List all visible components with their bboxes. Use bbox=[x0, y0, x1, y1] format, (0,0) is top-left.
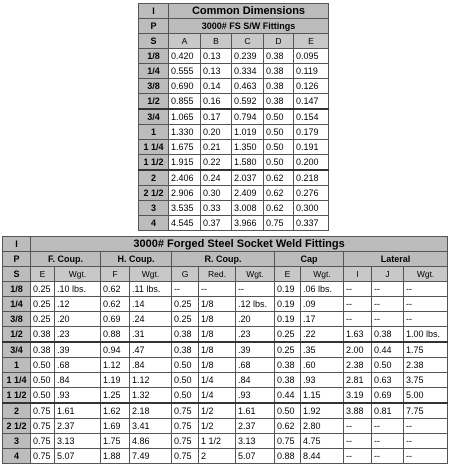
data-cell: 1.675 bbox=[169, 140, 201, 155]
column-header: Wgt. bbox=[301, 267, 344, 282]
data-cell: 0.420 bbox=[169, 49, 201, 64]
data-cell: .84 bbox=[236, 373, 275, 388]
ips-label: I bbox=[3, 237, 31, 252]
size-label: 1 1/4 bbox=[3, 373, 31, 388]
data-cell: 0.154 bbox=[294, 109, 329, 125]
size-label: 1 1/4 bbox=[139, 140, 169, 155]
data-cell: 0.75 bbox=[172, 434, 199, 449]
ips-label: I bbox=[139, 4, 169, 19]
data-cell: 1.12 bbox=[101, 358, 130, 373]
table-row bbox=[3, 373, 448, 388]
size-label: 3 bbox=[139, 201, 169, 216]
data-cell: 5.07 bbox=[236, 449, 275, 464]
data-cell: .10 lbs. bbox=[55, 282, 101, 297]
header-row bbox=[139, 34, 329, 49]
data-cell: .47 bbox=[130, 342, 172, 358]
data-cell: 0.25 bbox=[172, 312, 199, 327]
data-cell: 0.69 bbox=[372, 388, 404, 404]
data-cell: .14 bbox=[130, 297, 172, 312]
data-cell: 1.61 bbox=[55, 403, 101, 419]
data-cell: 0.16 bbox=[201, 94, 232, 110]
data-cell: 1/8 bbox=[199, 297, 236, 312]
table-row bbox=[3, 297, 448, 312]
column-header: E bbox=[275, 267, 301, 282]
header-row bbox=[139, 4, 329, 19]
data-cell: 2.037 bbox=[232, 170, 264, 186]
data-cell: 3.13 bbox=[236, 434, 275, 449]
data-cell: 0.38 bbox=[264, 64, 294, 79]
data-cell: .12 bbox=[55, 297, 101, 312]
data-cell: 5.07 bbox=[55, 449, 101, 464]
data-cell: -- bbox=[372, 282, 404, 297]
data-cell: 0.17 bbox=[201, 109, 232, 125]
data-cell: 0.25 bbox=[275, 342, 301, 358]
data-cell: -- bbox=[236, 282, 275, 297]
data-cell: 0.25 bbox=[31, 312, 55, 327]
data-cell: 7.49 bbox=[130, 449, 172, 464]
data-cell: 0.50 bbox=[172, 358, 199, 373]
data-cell: 0.44 bbox=[372, 342, 404, 358]
data-cell: 0.19 bbox=[275, 297, 301, 312]
table-row bbox=[139, 79, 329, 94]
table-row bbox=[3, 388, 448, 404]
data-cell: 1/8 bbox=[199, 327, 236, 343]
table-row bbox=[139, 186, 329, 201]
data-cell: -- bbox=[404, 449, 448, 464]
data-cell: 0.75 bbox=[172, 449, 199, 464]
column-header: A bbox=[169, 34, 201, 49]
table-title: 3000# Forged Steel Socket Weld Fittings bbox=[31, 237, 448, 252]
data-cell: .23 bbox=[236, 327, 275, 343]
table-row bbox=[3, 358, 448, 373]
data-cell: -- bbox=[372, 297, 404, 312]
data-cell: .23 bbox=[55, 327, 101, 343]
data-cell: 0.38 bbox=[264, 94, 294, 110]
data-cell: 1/2 bbox=[199, 403, 236, 419]
data-cell: 1.61 bbox=[236, 403, 275, 419]
table-row bbox=[139, 125, 329, 140]
data-cell: 0.50 bbox=[372, 358, 404, 373]
data-cell: 0.62 bbox=[101, 282, 130, 297]
data-cell: 0.337 bbox=[294, 216, 329, 231]
data-cell: 2.409 bbox=[232, 186, 264, 201]
data-cell: 0.25 bbox=[31, 297, 55, 312]
data-cell: 0.555 bbox=[169, 64, 201, 79]
data-cell: .11 lbs. bbox=[130, 282, 172, 297]
table-row bbox=[3, 434, 448, 449]
data-cell: 0.38 bbox=[264, 49, 294, 64]
data-cell: 0.592 bbox=[232, 94, 264, 110]
data-cell: 0.75 bbox=[172, 419, 199, 434]
data-cell: 1.32 bbox=[130, 388, 172, 404]
data-cell: 2.406 bbox=[169, 170, 201, 186]
data-cell: 0.794 bbox=[232, 109, 264, 125]
data-cell: .39 bbox=[236, 342, 275, 358]
data-cell: 0.239 bbox=[232, 49, 264, 64]
data-cell: .39 bbox=[55, 342, 101, 358]
column-header: Red. bbox=[199, 267, 236, 282]
data-cell: 0.191 bbox=[294, 140, 329, 155]
data-cell: -- bbox=[372, 449, 404, 464]
data-cell: .84 bbox=[130, 358, 172, 373]
data-cell: .17 bbox=[301, 312, 344, 327]
data-cell: 0.25 bbox=[275, 327, 301, 343]
table-subtitle: 3000# FS S/W Fittings bbox=[169, 19, 329, 34]
data-cell: 0.147 bbox=[294, 94, 329, 110]
data-cell: 0.855 bbox=[169, 94, 201, 110]
size-label: 1 bbox=[139, 125, 169, 140]
column-header: E bbox=[294, 34, 329, 49]
table-row bbox=[139, 216, 329, 231]
data-cell: 3.75 bbox=[404, 373, 448, 388]
data-cell: 1.88 bbox=[101, 449, 130, 464]
table-row bbox=[139, 64, 329, 79]
data-cell: 0.38 bbox=[31, 342, 55, 358]
ips-label: P bbox=[3, 252, 31, 267]
data-cell: 1.065 bbox=[169, 109, 201, 125]
size-label: 3/4 bbox=[3, 342, 31, 358]
table-row bbox=[3, 327, 448, 343]
size-label: 1/2 bbox=[139, 94, 169, 110]
column-header: I bbox=[344, 267, 372, 282]
data-cell: .31 bbox=[130, 327, 172, 343]
data-cell: 0.50 bbox=[31, 388, 55, 404]
data-cell: 8.44 bbox=[301, 449, 344, 464]
data-cell: 0.334 bbox=[232, 64, 264, 79]
socket-weld-fittings-table bbox=[2, 236, 448, 464]
table-row bbox=[3, 403, 448, 419]
data-cell: 3.535 bbox=[169, 201, 201, 216]
data-cell: -- bbox=[404, 282, 448, 297]
data-cell: 0.38 bbox=[172, 342, 199, 358]
header-row bbox=[3, 237, 448, 252]
data-cell: 1.019 bbox=[232, 125, 264, 140]
size-label: 1/4 bbox=[139, 64, 169, 79]
data-cell: -- bbox=[372, 312, 404, 327]
data-cell: 5.00 bbox=[404, 388, 448, 404]
data-cell: -- bbox=[404, 312, 448, 327]
data-cell: 0.19 bbox=[275, 282, 301, 297]
data-cell: .68 bbox=[55, 358, 101, 373]
data-cell: 1/8 bbox=[199, 358, 236, 373]
data-cell: 2.37 bbox=[55, 419, 101, 434]
data-cell: 0.44 bbox=[275, 388, 301, 404]
size-label: 1 bbox=[3, 358, 31, 373]
size-label: 3/8 bbox=[139, 79, 169, 94]
data-cell: .22 bbox=[301, 327, 344, 343]
data-cell: -- bbox=[344, 282, 372, 297]
common-dimensions-table bbox=[138, 3, 329, 231]
size-label: 3/4 bbox=[139, 109, 169, 125]
data-cell: 0.690 bbox=[169, 79, 201, 94]
data-cell: 2.81 bbox=[344, 373, 372, 388]
size-label: 3/8 bbox=[3, 312, 31, 327]
data-cell: 2 bbox=[199, 449, 236, 464]
data-cell: 2.38 bbox=[344, 358, 372, 373]
size-label: 4 bbox=[139, 216, 169, 231]
data-cell: 1/4 bbox=[199, 373, 236, 388]
column-header: B bbox=[201, 34, 232, 49]
column-header: D bbox=[264, 34, 294, 49]
data-cell: .93 bbox=[236, 388, 275, 404]
data-cell: 1.915 bbox=[169, 155, 201, 171]
data-cell: 1.63 bbox=[344, 327, 372, 343]
size-label: 1/8 bbox=[139, 49, 169, 64]
data-cell: -- bbox=[404, 297, 448, 312]
data-cell: .20 bbox=[55, 312, 101, 327]
data-cell: 0.88 bbox=[275, 449, 301, 464]
data-cell: -- bbox=[344, 434, 372, 449]
data-cell: 0.50 bbox=[264, 125, 294, 140]
data-cell: 0.13 bbox=[201, 49, 232, 64]
data-cell: 1.12 bbox=[130, 373, 172, 388]
group-header: H. Coup. bbox=[101, 252, 172, 267]
data-cell: 2.80 bbox=[301, 419, 344, 434]
group-header: F. Coup. bbox=[31, 252, 101, 267]
data-cell: .93 bbox=[55, 388, 101, 404]
data-cell: 0.62 bbox=[264, 170, 294, 186]
data-cell: 3.008 bbox=[232, 201, 264, 216]
data-cell: 2.37 bbox=[236, 419, 275, 434]
data-cell: .93 bbox=[301, 373, 344, 388]
data-cell: 0.38 bbox=[172, 327, 199, 343]
data-cell: 0.50 bbox=[264, 155, 294, 171]
data-cell: .20 bbox=[236, 312, 275, 327]
table-row bbox=[3, 419, 448, 434]
data-cell: 0.75 bbox=[31, 434, 55, 449]
column-header: Wgt. bbox=[130, 267, 172, 282]
table-row bbox=[139, 140, 329, 155]
data-cell: 3.88 bbox=[344, 403, 372, 419]
column-header: C bbox=[232, 34, 264, 49]
table-row bbox=[3, 449, 448, 464]
data-cell: .09 bbox=[301, 297, 344, 312]
data-cell: 0.75 bbox=[31, 419, 55, 434]
ips-label: S bbox=[139, 34, 169, 49]
data-cell: -- bbox=[344, 419, 372, 434]
data-cell: 1/2 bbox=[199, 419, 236, 434]
size-label: 1 1/2 bbox=[3, 388, 31, 404]
column-header: G bbox=[172, 267, 199, 282]
data-cell: .06 lbs. bbox=[301, 282, 344, 297]
data-cell: 1/8 bbox=[199, 312, 236, 327]
header-row bbox=[3, 252, 448, 267]
data-cell: 0.50 bbox=[264, 109, 294, 125]
data-cell: -- bbox=[344, 312, 372, 327]
data-cell: 1.00 lbs. bbox=[404, 327, 448, 343]
table-row bbox=[139, 49, 329, 64]
data-cell: 0.75 bbox=[31, 449, 55, 464]
data-cell: 1.69 bbox=[101, 419, 130, 434]
data-cell: .12 lbs. bbox=[236, 297, 275, 312]
header-row bbox=[3, 267, 448, 282]
table-row bbox=[3, 342, 448, 358]
data-cell: 0.179 bbox=[294, 125, 329, 140]
data-cell: 1/8 bbox=[199, 342, 236, 358]
data-cell: 0.62 bbox=[264, 201, 294, 216]
data-cell: 4.75 bbox=[301, 434, 344, 449]
data-cell: 0.25 bbox=[172, 297, 199, 312]
data-cell: 1.75 bbox=[404, 342, 448, 358]
data-cell: 0.62 bbox=[101, 297, 130, 312]
data-cell: 4.545 bbox=[169, 216, 201, 231]
table-row bbox=[139, 170, 329, 186]
data-cell: -- bbox=[344, 449, 372, 464]
data-cell: -- bbox=[404, 434, 448, 449]
data-cell: .68 bbox=[236, 358, 275, 373]
data-cell: 0.62 bbox=[264, 186, 294, 201]
data-cell: 0.463 bbox=[232, 79, 264, 94]
data-cell: 1.580 bbox=[232, 155, 264, 171]
ips-label: P bbox=[139, 19, 169, 34]
column-header: Wgt. bbox=[404, 267, 448, 282]
data-cell: 0.38 bbox=[31, 327, 55, 343]
data-cell: 1.62 bbox=[101, 403, 130, 419]
data-cell: 0.218 bbox=[294, 170, 329, 186]
data-cell: -- bbox=[404, 419, 448, 434]
data-cell: 0.119 bbox=[294, 64, 329, 79]
data-cell: 0.50 bbox=[31, 358, 55, 373]
data-cell: 1.350 bbox=[232, 140, 264, 155]
data-cell: 3.13 bbox=[55, 434, 101, 449]
table-row bbox=[139, 109, 329, 125]
size-label: 4 bbox=[3, 449, 31, 464]
data-cell: 0.50 bbox=[264, 140, 294, 155]
column-header: J bbox=[372, 267, 404, 282]
data-cell: 0.50 bbox=[275, 403, 301, 419]
data-cell: 2.00 bbox=[344, 342, 372, 358]
data-cell: -- bbox=[172, 282, 199, 297]
table-row bbox=[139, 155, 329, 171]
data-cell: 0.50 bbox=[31, 373, 55, 388]
size-label: 2 bbox=[139, 170, 169, 186]
data-cell: 0.62 bbox=[275, 419, 301, 434]
data-cell: 0.88 bbox=[101, 327, 130, 343]
data-cell: 0.095 bbox=[294, 49, 329, 64]
data-cell: 3.41 bbox=[130, 419, 172, 434]
data-cell: 0.75 bbox=[264, 216, 294, 231]
data-cell: 0.20 bbox=[201, 125, 232, 140]
size-label: 1/8 bbox=[3, 282, 31, 297]
data-cell: 1.25 bbox=[101, 388, 130, 404]
data-cell: 2.906 bbox=[169, 186, 201, 201]
data-cell: 0.38 bbox=[275, 358, 301, 373]
data-cell: 0.200 bbox=[294, 155, 329, 171]
data-cell: 0.81 bbox=[372, 403, 404, 419]
data-cell: 7.75 bbox=[404, 403, 448, 419]
data-cell: 0.22 bbox=[201, 155, 232, 171]
data-cell: 0.30 bbox=[201, 186, 232, 201]
data-cell: 4.86 bbox=[130, 434, 172, 449]
size-label: 2 1/2 bbox=[139, 186, 169, 201]
size-label: 2 1/2 bbox=[3, 419, 31, 434]
group-header: R. Coup. bbox=[172, 252, 275, 267]
data-cell: 1.330 bbox=[169, 125, 201, 140]
data-cell: 1.92 bbox=[301, 403, 344, 419]
column-header: F bbox=[101, 267, 130, 282]
data-cell: 3.19 bbox=[344, 388, 372, 404]
group-header: Cap bbox=[275, 252, 344, 267]
data-cell: 1.19 bbox=[101, 373, 130, 388]
data-cell: 2.38 bbox=[404, 358, 448, 373]
data-cell: 0.21 bbox=[201, 140, 232, 155]
data-cell: 0.63 bbox=[372, 373, 404, 388]
data-cell: 0.25 bbox=[31, 282, 55, 297]
data-cell: 1 1/2 bbox=[199, 434, 236, 449]
data-cell: 0.38 bbox=[264, 79, 294, 94]
size-label: 1/4 bbox=[3, 297, 31, 312]
data-cell: 0.300 bbox=[294, 201, 329, 216]
data-cell: .35 bbox=[301, 342, 344, 358]
data-cell: 0.50 bbox=[172, 373, 199, 388]
data-cell: 1/4 bbox=[199, 388, 236, 404]
data-cell: 0.38 bbox=[275, 373, 301, 388]
table-row bbox=[3, 282, 448, 297]
data-cell: 0.14 bbox=[201, 79, 232, 94]
data-cell: -- bbox=[372, 434, 404, 449]
data-cell: 0.75 bbox=[275, 434, 301, 449]
column-header: E bbox=[31, 267, 55, 282]
data-cell: 0.13 bbox=[201, 64, 232, 79]
data-cell: 0.24 bbox=[201, 170, 232, 186]
data-cell: 1.15 bbox=[301, 388, 344, 404]
data-cell: .24 bbox=[130, 312, 172, 327]
data-cell: 0.50 bbox=[172, 388, 199, 404]
data-cell: -- bbox=[199, 282, 236, 297]
data-cell: 0.69 bbox=[101, 312, 130, 327]
table-row bbox=[3, 312, 448, 327]
size-label: 1 1/2 bbox=[139, 155, 169, 171]
data-cell: -- bbox=[344, 297, 372, 312]
table-title: Common Dimensions bbox=[169, 4, 329, 19]
data-cell: 1.75 bbox=[101, 434, 130, 449]
data-cell: 0.276 bbox=[294, 186, 329, 201]
ips-label: S bbox=[3, 267, 31, 282]
data-cell: 0.94 bbox=[101, 342, 130, 358]
table-row bbox=[139, 94, 329, 110]
data-cell: 0.37 bbox=[201, 216, 232, 231]
column-header: Wgt. bbox=[55, 267, 101, 282]
data-cell: 0.38 bbox=[372, 327, 404, 343]
data-cell: 3.966 bbox=[232, 216, 264, 231]
data-cell: 0.75 bbox=[172, 403, 199, 419]
size-label: 1/2 bbox=[3, 327, 31, 343]
data-cell: -- bbox=[372, 419, 404, 434]
size-label: 2 bbox=[3, 403, 31, 419]
group-header: Lateral bbox=[344, 252, 448, 267]
data-cell: 0.75 bbox=[31, 403, 55, 419]
data-cell: .84 bbox=[55, 373, 101, 388]
table-row bbox=[139, 201, 329, 216]
data-cell: 0.126 bbox=[294, 79, 329, 94]
column-header: Wgt. bbox=[236, 267, 275, 282]
data-cell: 2.18 bbox=[130, 403, 172, 419]
data-cell: 0.19 bbox=[275, 312, 301, 327]
size-label: 3 bbox=[3, 434, 31, 449]
data-cell: 0.33 bbox=[201, 201, 232, 216]
data-cell: .60 bbox=[301, 358, 344, 373]
header-row bbox=[139, 19, 329, 34]
